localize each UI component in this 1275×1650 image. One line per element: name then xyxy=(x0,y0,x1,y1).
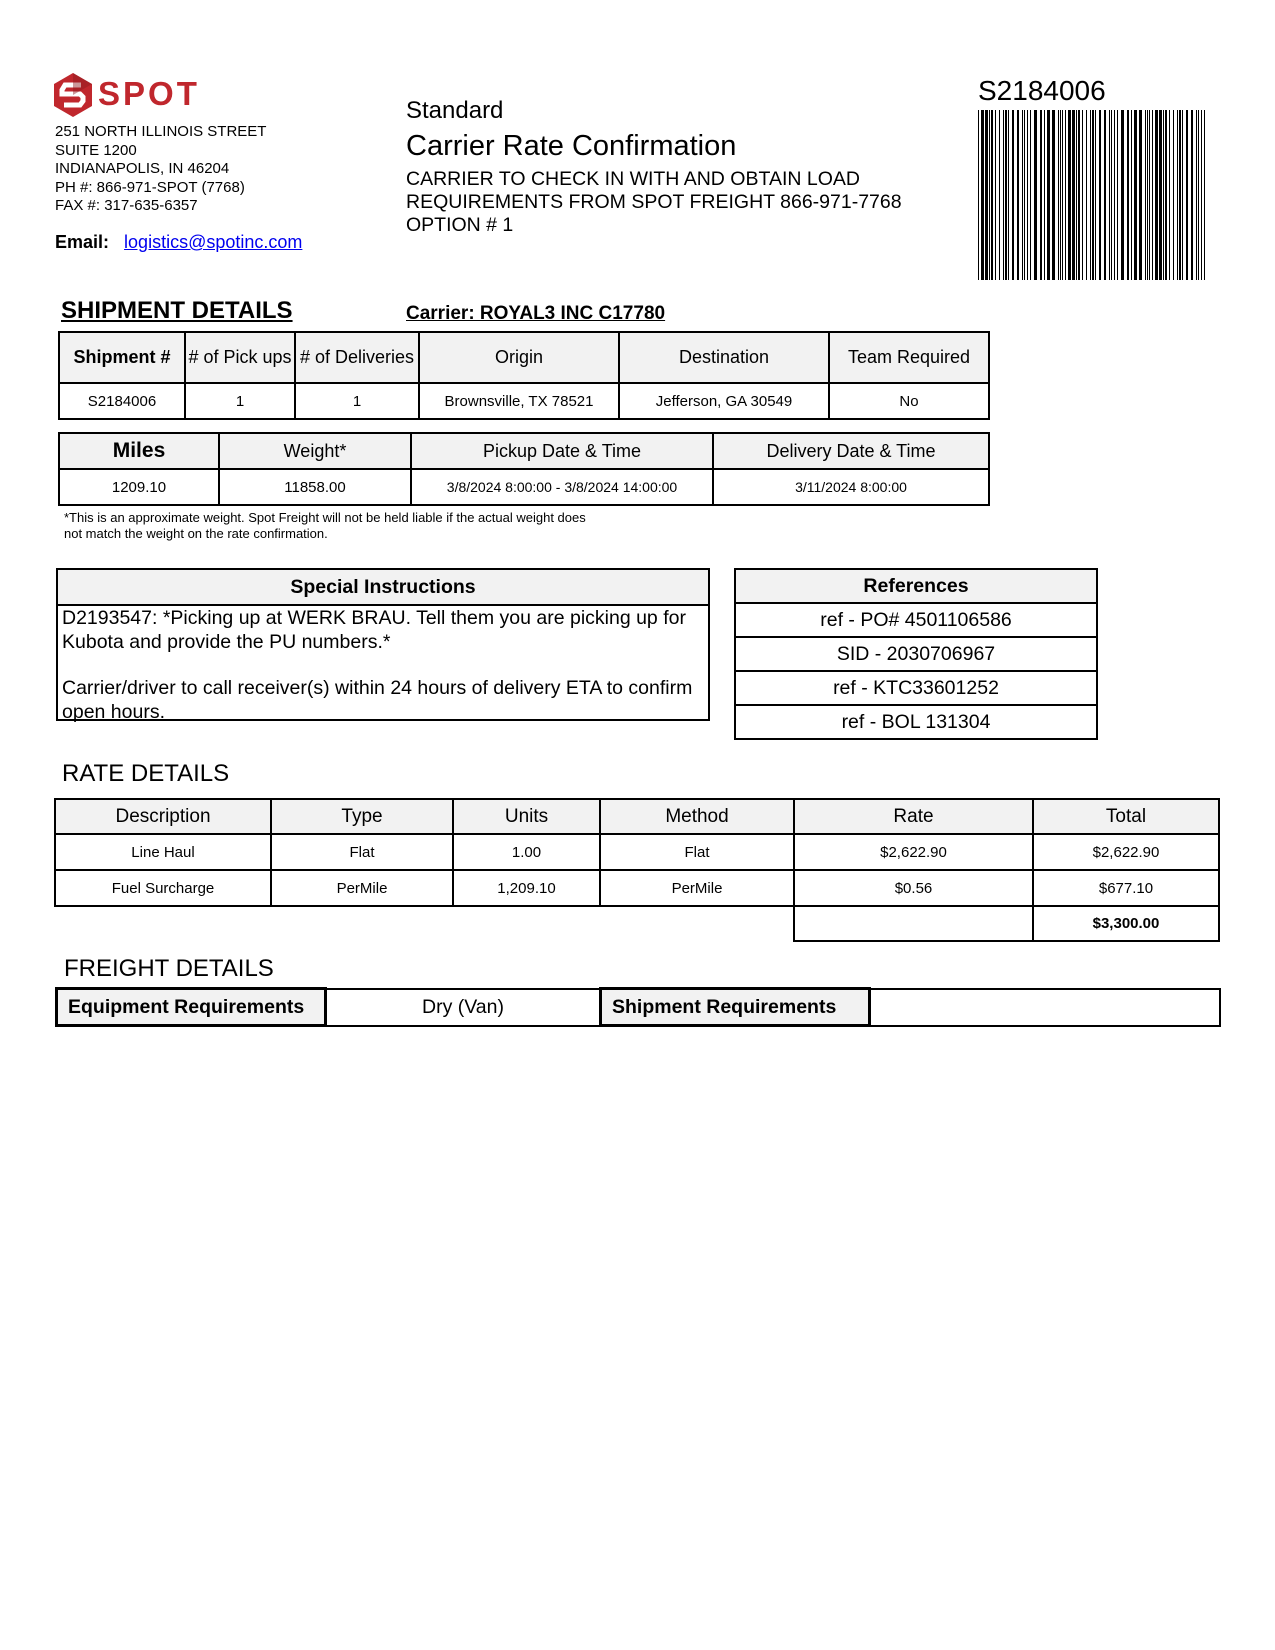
column-header: Team Required xyxy=(829,332,989,383)
barcode-bar xyxy=(1186,110,1188,280)
table-row xyxy=(735,637,1097,671)
column-header: Miles xyxy=(59,433,219,469)
shipment-details-heading: SHIPMENT DETAILS xyxy=(61,297,293,324)
table-cell: $2,622.90 xyxy=(794,834,1033,870)
shipment-requirements-label: Shipment Requirements xyxy=(601,989,870,1026)
table-cell: 3/8/2024 8:00:00 - 3/8/2024 14:00:00 xyxy=(411,469,713,505)
reference-item: ref - KTC33601252 xyxy=(735,671,1097,705)
barcode-bar xyxy=(1127,110,1129,280)
blank-cell xyxy=(794,906,1033,941)
barcode-bar xyxy=(1022,110,1023,280)
address-line: INDIANAPOLIS, IN 46204 xyxy=(55,160,230,177)
phone-line: PH #: 866-971-SPOT (7768) xyxy=(55,178,245,196)
table-row xyxy=(59,383,989,419)
barcode-bar xyxy=(981,110,984,280)
references-table xyxy=(734,568,1098,740)
table-row xyxy=(59,469,989,505)
barcode-bar xyxy=(989,110,990,280)
table-header-row xyxy=(59,433,989,469)
special-instructions-title: Special Instructions xyxy=(58,570,708,606)
barcode-bar xyxy=(1090,110,1091,280)
table-row xyxy=(735,705,1097,739)
barcode-bar xyxy=(1044,110,1045,280)
barcode-bar xyxy=(1204,110,1205,280)
barcode-bar xyxy=(991,110,993,280)
barcode-bar xyxy=(985,110,988,280)
equipment-value: Dry (Van) xyxy=(326,989,601,1026)
instruction-paragraph: D2193547: *Picking up at WERK BRAU. Tell them you are picking up for Kubota and provide the PU numbers.* xyxy=(62,607,686,653)
barcode-bar xyxy=(1155,110,1158,280)
column-header: Type xyxy=(271,799,453,834)
table-cell: Fuel Surcharge xyxy=(55,870,271,906)
barcode-bar xyxy=(1052,110,1055,280)
column-header: Shipment # xyxy=(59,332,185,383)
barcode-bar xyxy=(1005,110,1007,280)
barcode-bar xyxy=(1034,110,1037,280)
table-cell: 11858.00 xyxy=(219,469,411,505)
email-label: Email: xyxy=(55,232,110,252)
instruction-paragraph: Carrier/driver to call receiver(s) within 24 hours of delivery ETA to confirm open hours. xyxy=(62,677,693,723)
barcode-bar xyxy=(1078,110,1080,280)
table-cell: 1209.10 xyxy=(59,469,219,505)
barcode-bar xyxy=(1062,110,1063,280)
barcode-bar xyxy=(1024,110,1025,280)
check-in-instructions xyxy=(406,168,902,237)
barcode-bar xyxy=(1012,110,1014,280)
shipment-requirements-value xyxy=(870,989,1221,1026)
barcode-bar xyxy=(1182,110,1183,280)
barcode-bar xyxy=(999,110,1000,280)
barcode-bar xyxy=(995,110,996,280)
freight-table xyxy=(55,987,1221,1027)
rate-details-heading: RATE DETAILS xyxy=(62,760,230,787)
barcode-bar xyxy=(1191,110,1193,280)
column-header: Destination xyxy=(619,332,829,383)
barcode-bar xyxy=(1104,110,1106,280)
barcode-bar xyxy=(1065,110,1066,280)
fax-line: FAX #: 317-635-6357 xyxy=(55,197,198,214)
table-row xyxy=(735,671,1097,705)
barcode-bar xyxy=(1076,110,1077,280)
barcode-bar xyxy=(1060,110,1061,280)
barcode-bar xyxy=(1147,110,1148,280)
barcode-bar xyxy=(1040,110,1042,280)
column-header: Description xyxy=(55,799,271,834)
table-cell: $2,622.90 xyxy=(1033,834,1219,870)
address-line: SUITE 1200 xyxy=(55,141,137,159)
table-header-row xyxy=(59,332,989,383)
barcode-bar xyxy=(1008,110,1009,280)
barcode-bar xyxy=(1121,110,1124,280)
table-cell: Jefferson, GA 30549 xyxy=(619,383,829,419)
document-type: Standard xyxy=(406,97,504,124)
table-cell: Flat xyxy=(600,834,794,870)
rate-table xyxy=(54,798,1220,942)
freight-details-heading: FREIGHT DETAILS xyxy=(64,955,274,982)
table-cell: PerMile xyxy=(271,870,453,906)
spot-logo-mark-icon xyxy=(52,73,94,117)
reference-item: ref - BOL 131304 xyxy=(735,705,1097,739)
column-header: Units xyxy=(453,799,600,834)
spot-logo xyxy=(52,73,200,119)
table-cell: Brownsville, TX 78521 xyxy=(419,383,619,419)
table-cell: 1.00 xyxy=(453,834,600,870)
barcode xyxy=(978,110,1208,280)
shipment-table xyxy=(58,331,990,420)
instruction-line: REQUIREMENTS FROM SPOT FREIGHT 866-971-7768 xyxy=(406,191,902,213)
barcode-bar xyxy=(1092,110,1094,280)
barcode-bar xyxy=(1145,110,1146,280)
barcode-bar xyxy=(1169,110,1170,280)
barcode-bar xyxy=(1139,110,1142,280)
logo-wordmark: SPOT xyxy=(98,75,200,112)
table-cell: 1 xyxy=(295,383,419,419)
barcode-bar xyxy=(1047,110,1050,280)
table-cell: $0.56 xyxy=(794,870,1033,906)
barcode-bar xyxy=(1086,110,1087,280)
barcode-bar xyxy=(1131,110,1132,280)
barcode-bar xyxy=(1179,110,1181,280)
shipment-table-2 xyxy=(58,432,990,506)
table-row xyxy=(735,603,1097,637)
barcode-bar xyxy=(1177,110,1178,280)
instruction-line: CARRIER TO CHECK IN WITH AND OBTAIN LOAD xyxy=(406,168,860,190)
barcode-bar xyxy=(1082,110,1083,280)
table-cell: PerMile xyxy=(600,870,794,906)
weight-disclaimer xyxy=(64,510,586,542)
barcode-bar xyxy=(1109,110,1110,280)
table-cell: 1,209.10 xyxy=(453,870,600,906)
table-cell: Line Haul xyxy=(55,834,271,870)
barcode-bar xyxy=(1114,110,1115,280)
column-header: Rate xyxy=(794,799,1033,834)
table-cell: $677.10 xyxy=(1033,870,1219,906)
barcode-bar xyxy=(978,110,979,280)
barcode-bar xyxy=(1159,110,1162,280)
barcode-bar xyxy=(1111,110,1112,280)
blank-cell xyxy=(55,906,794,941)
instruction-line: OPTION # 1 xyxy=(406,214,514,236)
table-cell: S2184006 xyxy=(59,383,185,419)
barcode-bar xyxy=(1003,110,1004,280)
special-instructions-body xyxy=(58,606,708,724)
barcode-bar xyxy=(1030,110,1031,280)
barcode-bar xyxy=(1196,110,1197,280)
barcode-number: S2184006 xyxy=(978,75,1106,106)
barcode-bar xyxy=(1152,110,1153,280)
document-title: Carrier Rate Confirmation xyxy=(406,130,737,162)
table-row xyxy=(57,989,1221,1026)
barcode-bar xyxy=(1099,110,1101,280)
column-header: Weight* xyxy=(219,433,411,469)
table-header-row xyxy=(55,799,1219,834)
column-header: Pickup Date & Time xyxy=(411,433,713,469)
column-header: Delivery Date & Time xyxy=(713,433,989,469)
barcode-bar xyxy=(1198,110,1199,280)
barcode-bar xyxy=(1017,110,1019,280)
column-header: Method xyxy=(600,799,794,834)
table-cell: Flat xyxy=(271,834,453,870)
total-row xyxy=(55,906,1219,941)
reference-item: ref - PO# 4501106586 xyxy=(735,603,1097,637)
barcode-bar xyxy=(1173,110,1174,280)
barcode-bar xyxy=(1201,110,1202,280)
reference-item: SID - 2030706967 xyxy=(735,637,1097,671)
carrier-name: Carrier: ROYAL3 INC C17780 xyxy=(406,303,666,324)
equipment-label: Equipment Requirements xyxy=(57,989,326,1026)
barcode-bar xyxy=(1149,110,1150,280)
table-row xyxy=(55,834,1219,870)
table-cell: 1 xyxy=(185,383,295,419)
note-line: *This is an approximate weight. Spot Freight will not be held liable if the actual weight does xyxy=(64,510,586,525)
column-header: Total xyxy=(1033,799,1219,834)
table-row xyxy=(55,870,1219,906)
barcode-bar xyxy=(1095,110,1096,280)
barcode-bar xyxy=(1117,110,1118,280)
column-header: # of Deliveries xyxy=(295,332,419,383)
references-title: References xyxy=(735,569,1097,603)
table-cell: 3/11/2024 8:00:00 xyxy=(713,469,989,505)
email-row xyxy=(55,232,302,253)
barcode-bar xyxy=(1163,110,1164,280)
email-link[interactable]: logistics@spotinc.com xyxy=(124,232,303,252)
barcode-bar xyxy=(1058,110,1059,280)
address-line: 251 NORTH ILLINOIS STREET xyxy=(55,123,267,140)
note-line: not match the weight on the rate confirmation. xyxy=(64,526,328,541)
barcode-bar xyxy=(1134,110,1137,280)
company-address xyxy=(55,123,266,216)
grand-total: $3,300.00 xyxy=(1033,906,1219,941)
special-instructions-box xyxy=(56,568,710,721)
barcode-bar xyxy=(1068,110,1071,280)
barcode-bar xyxy=(1027,110,1028,280)
column-header: Origin xyxy=(419,332,619,383)
barcode-bar xyxy=(1165,110,1167,280)
table-cell: No xyxy=(829,383,989,419)
barcode-bar xyxy=(1072,110,1075,280)
column-header: # of Pick ups xyxy=(185,332,295,383)
